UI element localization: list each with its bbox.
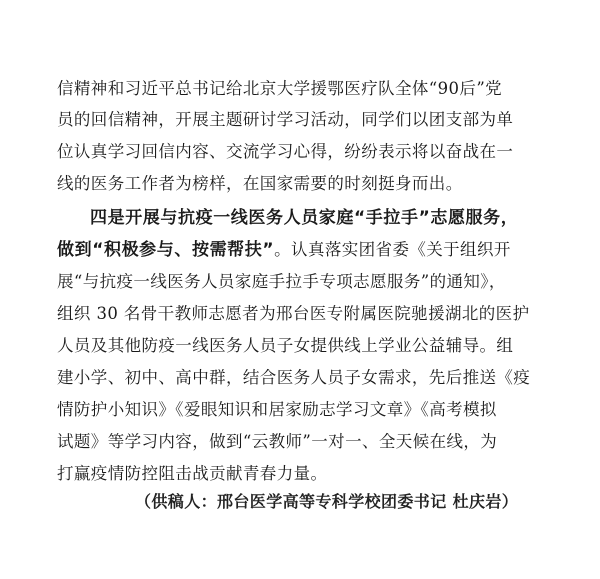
body-line: 展“与抗疫一线医务人员家庭手拉手专项志愿服务”的通知》， [57,272,506,291]
section-heading-cont: 做到“积极参与、按需帮扶” [57,240,275,260]
body-line: 位认真学习回信内容、交流学习心得，纷纷表示将以奋战在一 [57,142,514,161]
body-line: 打赢疫情防控阻击战贡献青春力量。 [57,464,328,483]
body-line-mixed [57,240,511,260]
body-line: 员的回信精神，开展主题研讨学习活动，同学们以团支部为单 [57,110,514,129]
body-line: 试题》等学习内容，做到“云教师”一对一、全天候在线，为 [57,432,498,451]
body-line: 线的医务工作者为榜样，在国家需要的时刻挺身而出。 [57,174,463,193]
body-line: 情防护小知识》《爱眼知识和居家励志学习文章》《高考模拟 [57,400,497,419]
body-line: 人员及其他防疫一线医务人员子女提供线上学业公益辅导。组 [57,336,514,355]
body-line-tail: 。认真落实团省委《关于组织开 [274,240,511,259]
body-line: 信精神和习近平总书记给北京大学援鄂医疗队全体“90后”党 [57,79,503,98]
author-credit: （供稿人：邢台医学高等专科学校团委书记 杜庆岩） [135,492,519,511]
body-line: 建小学、初中、高中群，结合医务人员子女需求，先后推送《疫 [57,368,531,387]
section-heading: 四是开展与抗疫一线医务人员家庭“手拉手”志愿服务， [90,208,519,228]
body-line: 组织 30 名骨干教师志愿者为邢台医专附属医院驰援湖北的医护 [57,304,530,323]
